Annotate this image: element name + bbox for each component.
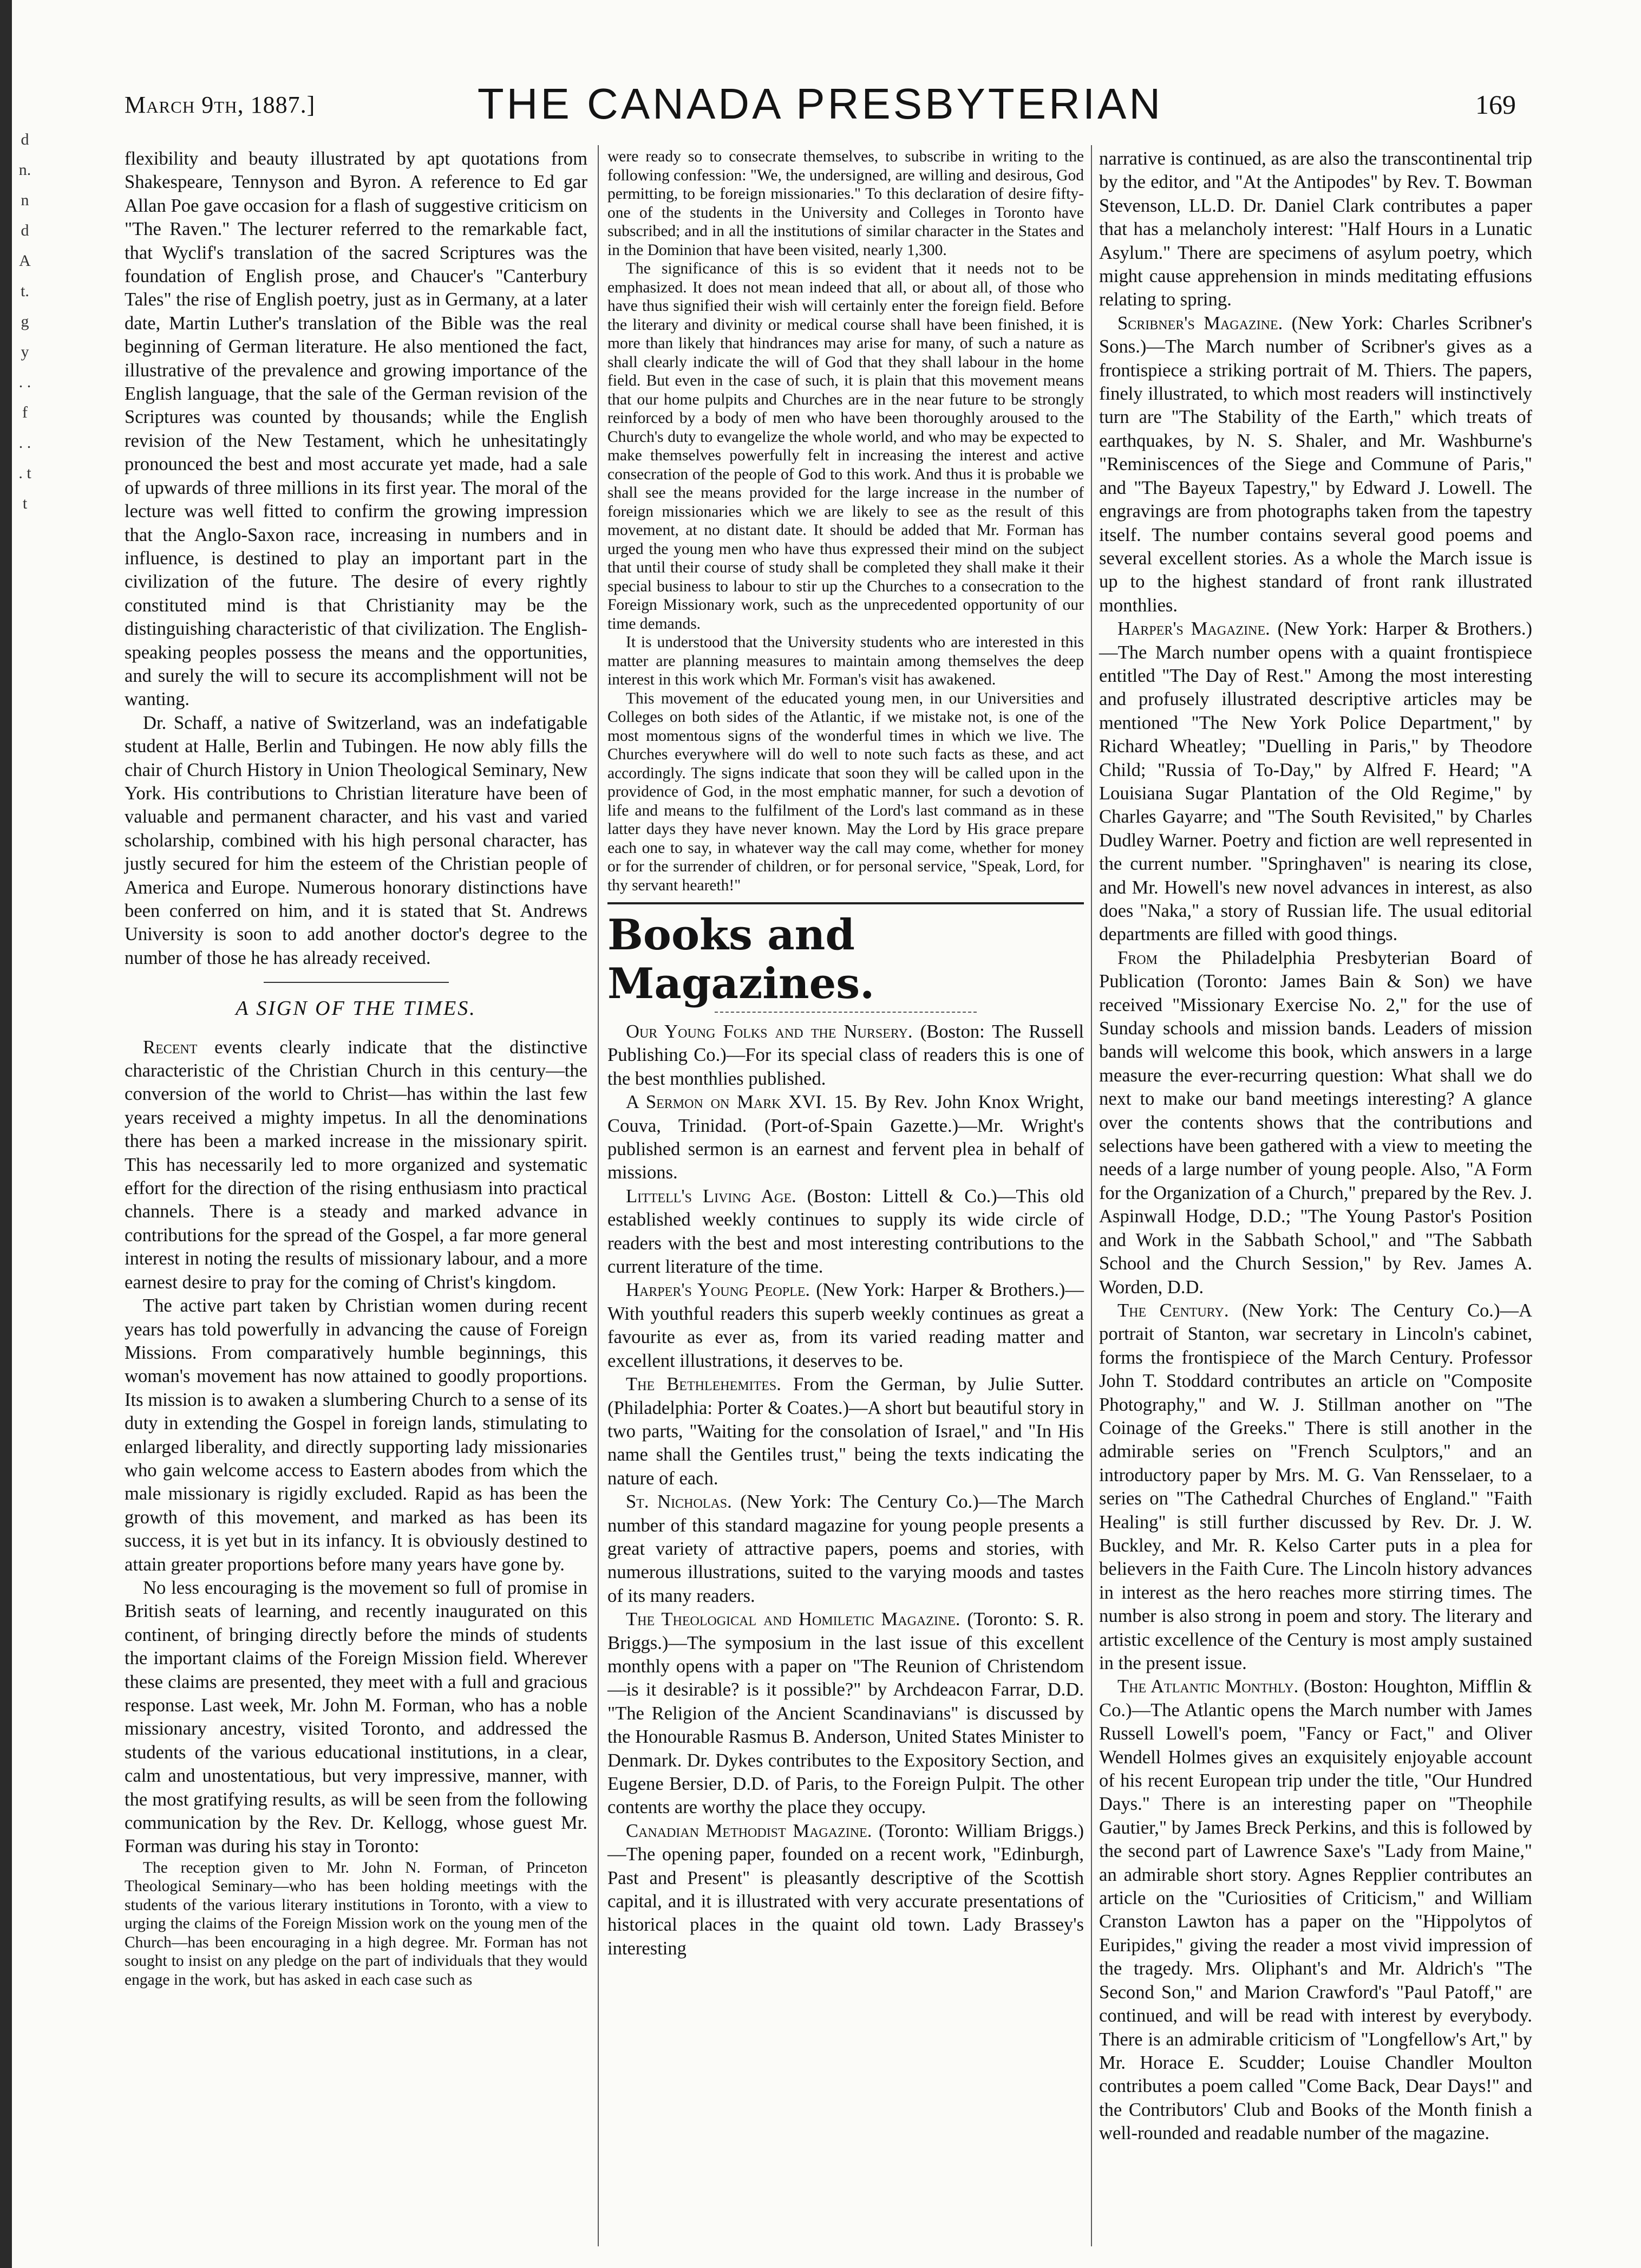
issue-date: March 9th, 1887.] (125, 92, 316, 118)
page-binding-edge (0, 0, 12, 2268)
paragraph: flexibility and beauty illustrated by apt quotations from Shakespeare, Tennyson and Byron. A reference to Ed gar Allan Poe gave occasion for a flash of suggestive criticism on "The Raven." The lecturer referred to the remarkable fact, that Wyclif's translation of the sacred Scriptures was the foundation of English prose, and Chaucer's "Canterbury Tales" the rise of English poetry, just as in Germany, at a later date, Martin Luther's translation of the Bible was the real beginning of German literature. He also mentioned the fact, illustrative of the prevalence and growing importance of the English language, that the sale of the German revision of the Scriptures was counted by thousands; while the English revision of the New Testament, which he unhesitatingly pronounced the best and most accurate yet made, had a sale of upwards of three millions in its first year. The moral of the lecture was well fitted to confirm the growing impression that the Anglo-Saxon race, increasing in numbers and in influence, is destined to play an important part in the civilization of the future. The desire of every rightly constituted mind is that Christianity may be the distinguishing characteristic of that civilization. The English-speaking peoples possess the means and the opportunities, and surely the will to secure its accomplishment will not be wanting. (125, 148, 587, 710)
column-3 (1099, 147, 1532, 2146)
page-header (125, 79, 1516, 133)
review-item (607, 1279, 1084, 1373)
quoted-letter: The significance of this is so evident that it needs not to be emphasized. It does not mean indeed that all, or about all, of those who have thus signified their wish will certainly enter the foreign field. Before the literary and divinity or medical course shall have been finished, it is more than likely that hindrances may arise for many, of such a nature as shall clearly indicate the will of God that they shall labour in the home field. But even in the case of such, it is plain that this movement means that our home pulpits and Churches are in the near future to be strongly reinforced by a body of men who have been thoroughly aroused to the Church's duty to evangelize the whole world, and who may be expected to make themselves powerfully felt in increasing the interest and active consecration of the people of God to this work. And thus it is probable we shall see the means provided for the large increase in the number of foreign missionaries which we are likely to see as the result of this movement, at no distant date. It should be added that Mr. Forman has urged the young men who have thus expressed their mind on the subject that until their course of study shall be completed they shall make it their special business to labour to stir up the Churches to a consecration to the Foreign Missionary work, such as the unprecedented opportunity of our time demands. (607, 260, 1084, 633)
paragraph (125, 1036, 587, 1294)
review-title: The Century. (1117, 1300, 1229, 1321)
section-rule (607, 902, 1084, 904)
review-title: Littell's Living Age. (626, 1185, 796, 1207)
page-number: 169 (1475, 89, 1516, 120)
review-text: (Toronto: S. R. Briggs.)—The symposium in the last issue of this excellent monthly opens with a paper on "The Reunion of Christendom—is it desirable? is it possible?" by Archdeacon Farrar, D.D. "The Religion of the Ancient Scandinavians" is discussed by the Honourable Rasmus B. Anderson, United States Minister to Denmark. Dr. Dykes contributes to the Expository Section, and Eugene Bersier, D.D. of Paris, to the Foreign Pulpit. The other contents are worthy the place they occupy. (607, 1609, 1084, 1818)
review-item (1099, 1675, 1532, 2145)
review-item (1099, 617, 1532, 947)
review-text: (New York: The Century Co.)—The March number of this standard magazine for young people presents a great variety of attractive papers, poems and stories, with numerous illustrations, suited to the varying moods and tastes of its many readers. (607, 1491, 1084, 1606)
review-title: The Atlantic Monthly. (1117, 1676, 1299, 1697)
article-heading: A SIGN OF THE TIMES. (236, 997, 476, 1020)
review-item (607, 1020, 1084, 1091)
section-title: Books and Magazines. (607, 910, 875, 1008)
review-text: By Rev. John Knox Wright, Couva, Trinidad. (Port-of-Spain Gazette.)—Mr. Wright's published sermon is an earnest and fervent plea in behalf of missions. (607, 1092, 1084, 1183)
section-rule (715, 1012, 977, 1013)
review-text: From the German, by Julie Sutter. (Philadelphia: Porter & Coates.)—A short but beautiful story in two parts, "Waiting for the consolation of Israel," and "In His name shall the Gentiles trust," being the texts indicating the nature of each. (607, 1374, 1084, 1489)
review-title: Our Young Folks and the Nursery. (626, 1021, 913, 1042)
review-title: The Theological and Homiletic Magazine. (626, 1609, 960, 1630)
margin-marks: d n. n d A t. g y . . f . . . t t (18, 131, 31, 512)
review-item (607, 1608, 1084, 1820)
review-title: Harper's Young People. (626, 1280, 810, 1301)
review-list (1099, 312, 1532, 2146)
review-item (607, 1490, 1084, 1608)
review-item (1099, 312, 1532, 617)
review-item (607, 1091, 1084, 1185)
column-2 (607, 147, 1084, 1960)
review-title: From (1117, 947, 1158, 968)
review-text: (New York: Charles Scribner's Sons.)—The March number of Scribner's gives as a frontispiece a striking portrait of M. Thiers. The papers, finely illustrated, to which most readers will instinctively turn are "The Stability of the Earth," which treats of earthquakes, by N. S. Shaler, and Mr. Washburne's "Reminiscences of the Siege and Commune of Paris," and "The Bayeux Tapestry," by Edward J. Lowell. The engravings are from photographs taken from the tapestry itself. The number contains several good poems and several excellent stories. As a whole the March issue is up to the highest standard of front rank illustrated monthlies. (1099, 312, 1532, 616)
review-text: (Boston: Littell & Co.)—This old established weekly continues to supply its wide circle of readers with the best and most interesting contributions to the current literature of the time. (607, 1185, 1084, 1278)
paragraph: Dr. Schaff, a native of Switzerland, was an indefatigable student at Halle, Berlin and Tubingen. He now ably fills the chair of Church History in Union Theological Seminary, New York. His contributions to Christian literature have been of valuable and permanent character, and his vast and varied scholarship, combined with his high personal character, has justly secured for him the esteem of the Christian people of America and Europe. Numerous honorary distinctions have been conferred on him, and it is stated that St. Andrews University is soon to add another doctor's degree to the number of those he has already received. (125, 712, 587, 968)
review-list (607, 1020, 1084, 1960)
review-item (607, 1185, 1084, 1279)
review-text: (New York: Harper & Brothers.)—With youthful readers this superb weekly continues as great a favourite as ever as, from its varied reading matter and excellent illustrations, it deserves to be. (607, 1280, 1084, 1371)
masthead: THE CANADA PRESBYTERIAN (477, 80, 1163, 128)
column-rule (598, 145, 599, 2246)
review-text: (Boston: Houghton, Mifflin & Co.)—The Atlantic opens the March number with James Russell Lowell's poem, "Fancy or Fact," and Oliver Wendell Holmes gives an exquisitely enjoyable account of his recent European trip under the title, "Our Hundred Days." There is an interesting paper on "Theophile Gautier," by James Breck Perkins, and this is followed by the second part of Lawrence Saxe's "Lady from Maine," an admirable short story. Agnes Repplier contributes an article on the "Curiosities of Criticism," and William Cranston Lawton has a paper on the "Hippolytos of Euripides," giving the reader a most vivid impression of the tragedy. Mrs. Oliphant's and Mr. Aldrich's "The Second Son," and Marion Crawford's "Paul Patoff," are continued, and will be read with interest by everybody. There is an admirable criticism of "Longfellow's Art," by Mr. Horace E. Scudder; Louise Chandler Moulton contributes a poem called "Come Back, Dear Days!" and the Contributors' Club and Books of the Month finish a well-rounded and readable number of the magazine. (1099, 1676, 1532, 2144)
review-title: Canadian Methodist Magazine. (626, 1820, 872, 1841)
paragraph: narrative is continued, as are also the transcontinental trip by the editor, and "At the Antipodes" by Rev. T. Bowman Stevenson, LL.D. Dr. Daniel Clark contributes a paper that has a melancholy interest: "Half Hours in a Lunatic Asylum." There are specimens of asylum poetry, which might cause apprehension in minds meditating effusions relating to spring. (1099, 148, 1532, 310)
quoted-letter: It is understood that the University students who are interested in this matter are planning measures to maintain among themselves the deep interest in this work which Mr. Forman's visit has awakened. (607, 634, 1084, 688)
quoted-letter: This movement of the educated young men, in our Universities and Colleges on both sides of the Atlantic, if we mistake not, is one of the most momentous signs of the wonderful times in which we live. The Churches everywhere will do well to note such facts as these, and act accordingly. The signs indicate that soon they will be called upon in the providence of God, in the most emphatic manner, for such a devotion of life and means to the fulfilment of the Lord's last command as in these latter days they have never known. May the Lord by His grace prepare each one to say, in whatever way the call may come, whether for money or for the surrender of children, or for personal service, "Speak, Lord, for thy servant heareth!" (607, 689, 1084, 894)
review-item (1099, 947, 1532, 1299)
review-item (1099, 1299, 1532, 1676)
review-item (607, 1820, 1084, 1960)
review-title: St. Nicholas. (626, 1491, 732, 1513)
column-rule (1091, 145, 1092, 2246)
review-text: (Toronto: William Briggs.)—The opening paper, founded on a recent work, "Edinburgh, Past and Present" is pleasantly descriptive of the Scottish capital, and it is illustrated with very accurate presentations of historical places in the quaint old town. Lady Brassey's interesting (607, 1820, 1084, 1959)
review-title: The Bethlehemites. (626, 1374, 781, 1395)
paragraph: No less encouraging is the movement so full of promise in British seats of learning, and recently inaugurated on this continent, of bringing directly before the minds of students the important claims of the Foreign Mission field. Wherever these claims are presented, they meet with a full and gracious response. Last week, Mr. John M. Forman, who has a noble missionary ancestry, visited Toronto, and addressed the students of the various educational institutions, in a clear, calm and unostentatious, but very impressive, manner, with the most gratifying results, as will be seen from the following communication by the Rev. Dr. Kellogg, whose guest Mr. Forman was during his stay in Toronto: (125, 1577, 587, 1857)
review-title: Scribner's Magazine. (1117, 312, 1283, 334)
lead-word: Recent (143, 1037, 198, 1058)
paragraph: The active part taken by Christian women during recent years has told powerfully in advancing the cause of Foreign Missions. From comparatively humble beginnings, this woman's movement has now attained to goodly proportions. Its mission is to awaken a slumbering Church to a sense of its duty in extending the Gospel in foreign lands, stimulating to enlarged liberality, and directly supporting lady missionaries who gain welcome access to Eastern abodes from which the male missionary is rigidly excluded. Rapid as has been the growth of this movement, and marked as has been its success, it is yet but in its infancy. It is obviously destined to attain greater proportions before many years have gone by. (125, 1295, 587, 1575)
review-text: (Boston: The Russell Publishing Co.)—For its special class of readers this is one of the best monthlies published. (607, 1021, 1084, 1089)
quoted-letter: were ready so to consecrate themselves, to subscribe in writing to the following confession: "We, the undersigned, are willing and desirous, God permitting, to be foreign missionaries." To this declaration of desire fifty-one of the students in the University and Colleges in Toronto have subscribed; and in all the institutions of similar character in the States and in the Dominion that have been visited, nearly 1,300. (607, 148, 1084, 259)
review-title: Harper's Magazine. (1117, 618, 1270, 640)
review-text: (New York: The Century Co.)—A portrait of Stanton, war secretary in Lincoln's cabinet, forms the frontispiece of the March Century. Professor John T. Stoddard contributes an article on "Composite Photography," and W. J. Stillman another on "The Coinage of the Greeks." There is still another in the admirable series on "French Sculptors," and an introductory paper by Mrs. M. G. Van Rensselaer, to a series on "The Cathedral Churches of England." "Faith Healing" is still further discussed by Rev. Dr. J. W. Buckley, and Mr. R. Kelso Carter puts in a plea for believers in the Faith Cure. The Lincoln history advances in interest as the hero reaches more stirring times. The number is also strong in poem and story. The literary and artistic excellence of the Century is most amply sustained in the present issue. (1099, 1300, 1533, 1673)
review-title: A Sermon on Mark XVI. 15. (626, 1092, 858, 1113)
section-rule (264, 982, 449, 983)
column-1 (125, 147, 587, 1989)
review-text: (New York: Harper & Brothers.)—The March number opens with a quaint frontispiece entitled "The Day of Rest." Among the most interesting and profusely illustrated descriptive articles may be mentioned "The New York Police Department," by Richard Wheatley; "Duelling in Paris," by Theodore Child; "Russia of To-Day," by Alfred F. Heard; "A Louisiana Sugar Plantation of the Old Regime," by Charles Gayarre; and "The South Revisited," by Charles Dudley Warner. Poetry and fiction are well represented in the current number. "Springhaven" is nearing its close, and Mr. Howell's new novel advances in interest, as also does "Naka," a story of Russian life. The usual editorial departments are filled with good things. (1099, 618, 1532, 945)
review-text: the Philadelphia Presbyterian Board of Publication (Toronto: James Bain & Son) we have received "Missionary Exercise No. 2," for the use of Sunday schools and mission bands. Leaders of mission bands will welcome this book, which answers in a large measure the ever-recurring question: What shall we do next to make our band meetings interesting? A glance over the contents shows that the contributions and selections have been gathered with a view to meeting the needs of a large number of young people. Also, "A Form for the Organization of a Church," prepared by the Rev. J. Aspinwall Hodge, D.D.; "The Young Pastor's Position and Work in the Sabbath School," and "The Sabbath School and the Church Session," by Rev. James A. Worden, D.D. (1099, 947, 1532, 1298)
quoted-letter: The reception given to Mr. John N. Forman, of Princeton Theological Seminary—who has been holding meetings with the students of the various literary institutions in Toronto, with a view to urging the claims of the Foreign Mission work on the young men of the Church—has been encouraging in a high degree. Mr. Forman has not sought to insist on any pledge on the part of individuals that they would engage in the work, but has asked in each case such as (125, 1859, 587, 1989)
paragraph-text: events clearly indicate that the distinctive characteristic of the Christian Church in this century—the conversion of the world to Christ—has within the last few years received a mighty impetus. In all the denominations there has been a marked increase in the missionary spirit. This has necessarily led to more organized and systematic effort for the direction of the rising enthusiasm into practical channels. There is a steady and marked advance in contributions for the spread of the Gospel, a far more general interest in noting the results of missionary labour, and a more earnest desire to pray for the coming of Christ's kingdom. (125, 1037, 587, 1293)
review-item (607, 1373, 1084, 1490)
